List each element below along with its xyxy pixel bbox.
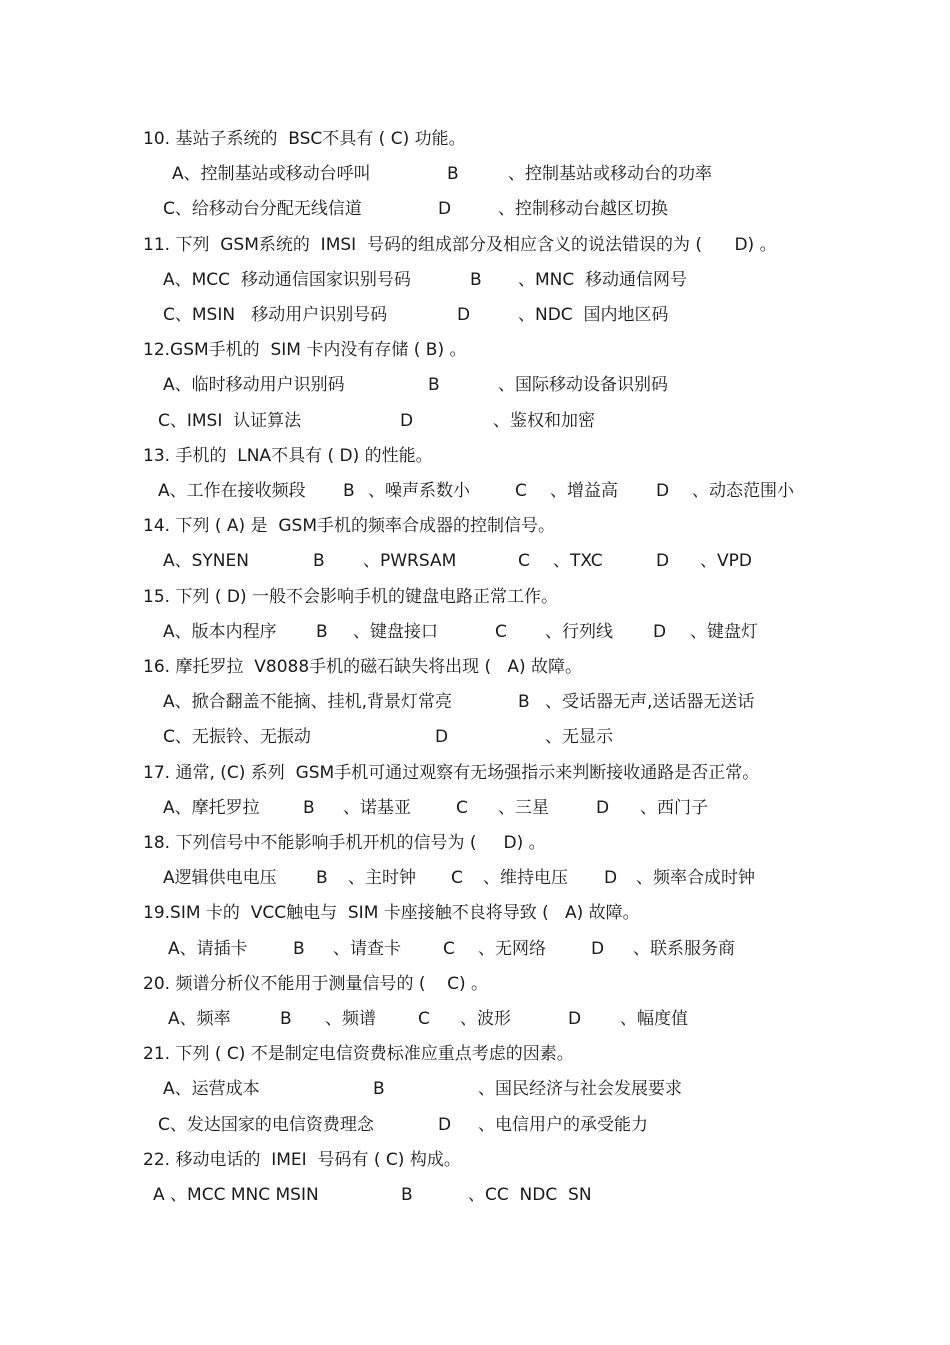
option-text: D bbox=[435, 727, 449, 748]
option-text: C、无振铃、无振动 bbox=[163, 727, 311, 748]
option-text: 、国民经济与社会发展要求 bbox=[478, 1079, 682, 1100]
option-text: C bbox=[451, 868, 463, 889]
option-text: B bbox=[280, 1009, 292, 1029]
option-text: 、鉴权和加密 bbox=[493, 410, 595, 431]
question-stem: 10. 基站子系统的 BSC不具有 ( C) 功能。 bbox=[143, 129, 466, 149]
question-stem: 17. 通常, (C) 系列 GSM手机可通过观察有无场强指示来判断接收通路是否正常。 bbox=[143, 762, 760, 783]
option-text: 、无显示 bbox=[545, 727, 613, 748]
option-text: C bbox=[515, 481, 527, 501]
option-text: A、工作在接收频段 bbox=[158, 481, 306, 501]
option-text: 、无网络 bbox=[478, 938, 546, 959]
option-text: C、给移动台分配无线信道 bbox=[163, 199, 362, 220]
option-text: 、频率合成时钟 bbox=[636, 868, 755, 889]
option-text: 、维持电压 bbox=[483, 868, 568, 889]
option-text: C bbox=[456, 797, 468, 818]
option-text: A、频率 bbox=[168, 1009, 231, 1029]
option-text: 、频谱 bbox=[325, 1009, 376, 1029]
option-text: C bbox=[418, 1009, 430, 1029]
option-text: C、发达国家的电信资费理念 bbox=[158, 1114, 374, 1135]
option-text: A、SYNEN bbox=[163, 551, 249, 572]
option-text: C bbox=[443, 938, 455, 959]
option-text: 、西门子 bbox=[640, 797, 708, 818]
option-text: 、CC NDC SN bbox=[468, 1185, 592, 1205]
option-text: 、联系服务商 bbox=[633, 938, 735, 959]
option-text: D bbox=[656, 481, 670, 501]
option-text: 、行列线 bbox=[545, 621, 613, 642]
question-stem: 19.SIM 卡的 VCC触电与 SIM 卡座接触不良将导致 ( A) 故障。 bbox=[143, 903, 640, 924]
option-text: 、键盘接口 bbox=[353, 621, 438, 642]
option-text: 、MNC 移动通信网号 bbox=[518, 269, 688, 290]
option-text: B bbox=[401, 1185, 413, 1205]
option-text: D bbox=[400, 410, 414, 431]
option-text: 、控制移动台越区切换 bbox=[498, 199, 668, 220]
question-stem: 11. 下列 GSM系统的 IMSI 号码的组成部分及相应含义的说法错误的为 ( D) 。 bbox=[143, 234, 777, 255]
option-text: C、MSIN 移动用户识别号码 bbox=[163, 305, 388, 325]
option-text: A、版本内程序 bbox=[163, 621, 277, 642]
option-text: D bbox=[653, 621, 667, 642]
option-text: D bbox=[438, 199, 452, 220]
question-stem: 12.GSM手机的 SIM 卡内没有存储 ( B) 。 bbox=[143, 340, 467, 361]
option-text: 、主时钟 bbox=[348, 868, 416, 889]
option-text: 、国际移动设备识别码 bbox=[498, 375, 668, 396]
option-text: B bbox=[313, 551, 325, 572]
option-text: 、增益高 bbox=[550, 481, 618, 501]
option-text: B bbox=[303, 797, 315, 818]
option-text: D bbox=[591, 938, 605, 959]
question-stem: 14. 下列 ( A) 是 GSM手机的频率合成器的控制信号。 bbox=[143, 516, 555, 537]
option-text: A、摩托罗拉 bbox=[163, 797, 260, 818]
option-text: A逻辑供电电压 bbox=[163, 868, 277, 889]
option-text: 、PWRSAM bbox=[363, 551, 457, 572]
option-text: B bbox=[293, 938, 305, 959]
option-text: B bbox=[343, 481, 355, 501]
option-text: A、运营成本 bbox=[163, 1079, 260, 1100]
option-text: 、波形 bbox=[460, 1009, 511, 1029]
question-stem: 15. 下列 ( D) 一般不会影响手机的键盘电路正常工作。 bbox=[143, 586, 559, 607]
option-text: 、幅度值 bbox=[620, 1009, 688, 1029]
question-stem: 13. 手机的 LNA不具有 ( D) 的性能。 bbox=[143, 445, 433, 466]
option-text: B bbox=[316, 621, 328, 642]
option-text: A、掀合翻盖不能摘、挂机,背景灯常亮 bbox=[163, 692, 453, 713]
option-text: 、噪声系数小 bbox=[368, 481, 470, 501]
option-text: A、控制基站或移动台呼叫 bbox=[172, 164, 371, 185]
option-text: B bbox=[518, 692, 530, 713]
option-text: D bbox=[438, 1114, 452, 1135]
option-text: D bbox=[596, 797, 610, 818]
option-text: A 、MCC MNC MSIN bbox=[153, 1185, 319, 1205]
option-text: 、动态范围小 bbox=[692, 481, 794, 501]
question-stem: 16. 摩托罗拉 V8088手机的磁石缺失将出现 ( A) 故障。 bbox=[143, 657, 583, 677]
option-text: D bbox=[604, 868, 618, 889]
option-text: B bbox=[373, 1079, 385, 1100]
option-text: 、请查卡 bbox=[333, 938, 401, 959]
option-text: 、电信用户的承受能力 bbox=[478, 1114, 648, 1135]
question-stem: 21. 下列 ( C) 不是制定电信资费标准应重点考虑的因素。 bbox=[143, 1044, 574, 1065]
question-stem: 18. 下列信号中不能影响手机开机的信号为 ( D) 。 bbox=[143, 833, 546, 853]
option-text: 、TXC bbox=[553, 551, 603, 572]
option-text: 、三星 bbox=[498, 797, 549, 818]
question-stem: 22. 移动电话的 IMEI 号码有 ( C) 构成。 bbox=[143, 1149, 461, 1170]
option-text: B bbox=[316, 868, 328, 889]
option-text: 、受话器无声,送话器无送话 bbox=[545, 692, 755, 713]
option-text: A、MCC 移动通信国家识别号码 bbox=[163, 269, 411, 290]
question-stem: 20. 频谱分析仪不能用于测量信号的 ( C) 。 bbox=[143, 973, 488, 994]
option-text: A、请插卡 bbox=[168, 938, 248, 959]
option-text: D bbox=[568, 1009, 582, 1029]
option-text: C bbox=[518, 551, 530, 572]
option-text: 、NDC 国内地区码 bbox=[518, 305, 669, 325]
option-text: C bbox=[495, 621, 507, 642]
option-text: C、IMSI 认证算法 bbox=[158, 410, 302, 431]
option-text: D bbox=[656, 551, 670, 572]
option-text: A、临时移动用户识别码 bbox=[163, 375, 345, 396]
option-text: 、VPD bbox=[700, 551, 752, 572]
option-text: B bbox=[447, 164, 459, 185]
option-text: B bbox=[428, 375, 440, 396]
option-text: D bbox=[457, 305, 471, 325]
option-text: B bbox=[470, 269, 482, 290]
option-text: 、键盘灯 bbox=[690, 621, 758, 642]
option-text: 、诺基亚 bbox=[343, 797, 411, 818]
option-text: 、控制基站或移动台的功率 bbox=[508, 164, 712, 185]
